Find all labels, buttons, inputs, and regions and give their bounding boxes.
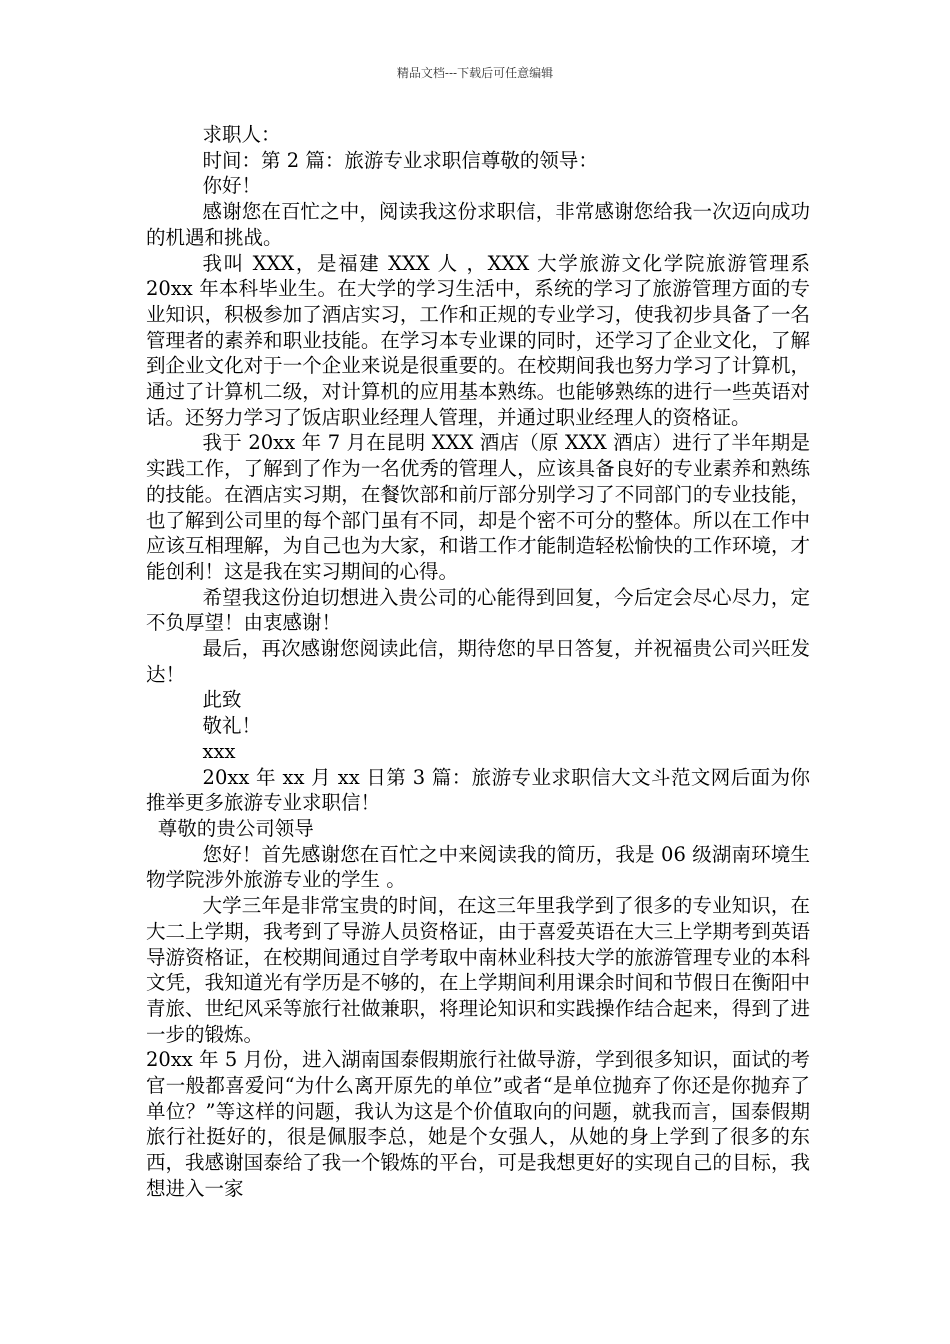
paragraph-internship: 我于 20xx 年 7 月在昆明 XXX 酒店（原 XXX 酒店）进行了半年期是实践工作，了解到了作为一名优秀的管理人，应该具备良好的专业素养和熟练的技能。在酒店实习期，在餐饮部和前厅部分别学习了不同部门的专业技能，也了解到公司里的每个部门虽有不同，却是个密不可分的整体。所以在工作中应该互相理解，为自己也为大家，和谐工作才能制造轻松愉快的工作环境，才能创利！这是我在实习期间的心得。	[146, 431, 810, 583]
paragraph-hope: 希望我这份迫切想进入贵公司的心能得到回复，今后定会尽心尽力，定不负厚望！由衷感谢！	[146, 585, 810, 635]
paragraph-work-experience: 20xx 年 5 月份，进入湖南国泰假期旅行社做导游，学到很多知识，面试的考官一般都喜爱问“为什么离开原先的单位”或者“是单位抛弃了你还是你抛弃了单位？”等这样的问题，我认为这是个价值取向的问题，就我而言，国泰假期旅行社挺好的，很是佩服李总，她是个女强人，从她的身上学到了很多的东西，我感谢国泰给了我一个锻炼的平台，可是我想更好的实现自己的目标，我想进入一家	[146, 1048, 810, 1200]
applicant-line: 求职人：	[202, 123, 281, 146]
paragraph-closing: 最后，再次感谢您阅读此信，期待您的早日答复，并祝福贵公司兴旺发达！	[146, 637, 810, 686]
greeting-line: 你好！	[202, 174, 262, 198]
date-next-title-line: 20xx 年 xx 月 xx 日第 3 篇：旅游专业求职信大文斗范文网后面为你推举更多旅游专业求职信！	[146, 765, 810, 815]
page-header: 精品文档---下载后可任意编辑	[396, 66, 554, 80]
paragraph-intro: 我叫 XXX，是福建 XXX 人 ，XXX 大学旅游文化学院旅游管理系 20xx 年本科毕业生。在大学的学习生活中，系统的学习了旅游管理方面的专业知识，积极参加了酒店实习，工作和正规的专业学习，使我初步具备了一名管理者的素养和职业技能。在学习本专业课的同时，还学习了企业文化，了解到企业文化对于一个企业来说是很重要的。在校期间我也努力学习了计算机，通过了计算机二级，对计算机的应用基本熟练。也能够熟练的进行一些英语对话。还努力学习了饭店职业经理人管理，并通过职业经理人的资格证。	[146, 251, 810, 429]
document-body	[146, 122, 810, 1202]
addressee-line: 尊敬的贵公司领导	[157, 816, 314, 840]
signature-line: xxx	[202, 739, 236, 763]
regards-line: 敬礼！	[202, 714, 262, 738]
paragraph-college: 大学三年是非常宝贵的时间，在这三年里我学到了很多的专业知识，在大二上学期，我考到了导游人员资格证，由于喜爱英语在大三上学期考到英语导游资格证，在校期间通过自学考取中南林业科技大学的旅游管理专业的本科文凭，我知道光有学历是不够的，在上学期间利用课余时间和节假日在衡阳中青旅、世纪风采等旅行社做兼职，将理论知识和实践操作结合起来，得到了进一步的锻炼。	[146, 894, 810, 1046]
salutation-line: 此致	[202, 688, 242, 712]
paragraph-thanks: 感谢您在百忙之中，阅读我这份求职信，非常感谢您给我一次迈向成功的机遇和挑战。	[146, 200, 810, 249]
paragraph-opening: 您好！首先感谢您在百忙之中来阅读我的简历，我是 06 级湖南环境生物学院涉外旅游专业的学生 。	[146, 842, 810, 892]
date-title-line: 时间：第 2 篇：旅游专业求职信尊敬的领导：	[202, 148, 598, 172]
